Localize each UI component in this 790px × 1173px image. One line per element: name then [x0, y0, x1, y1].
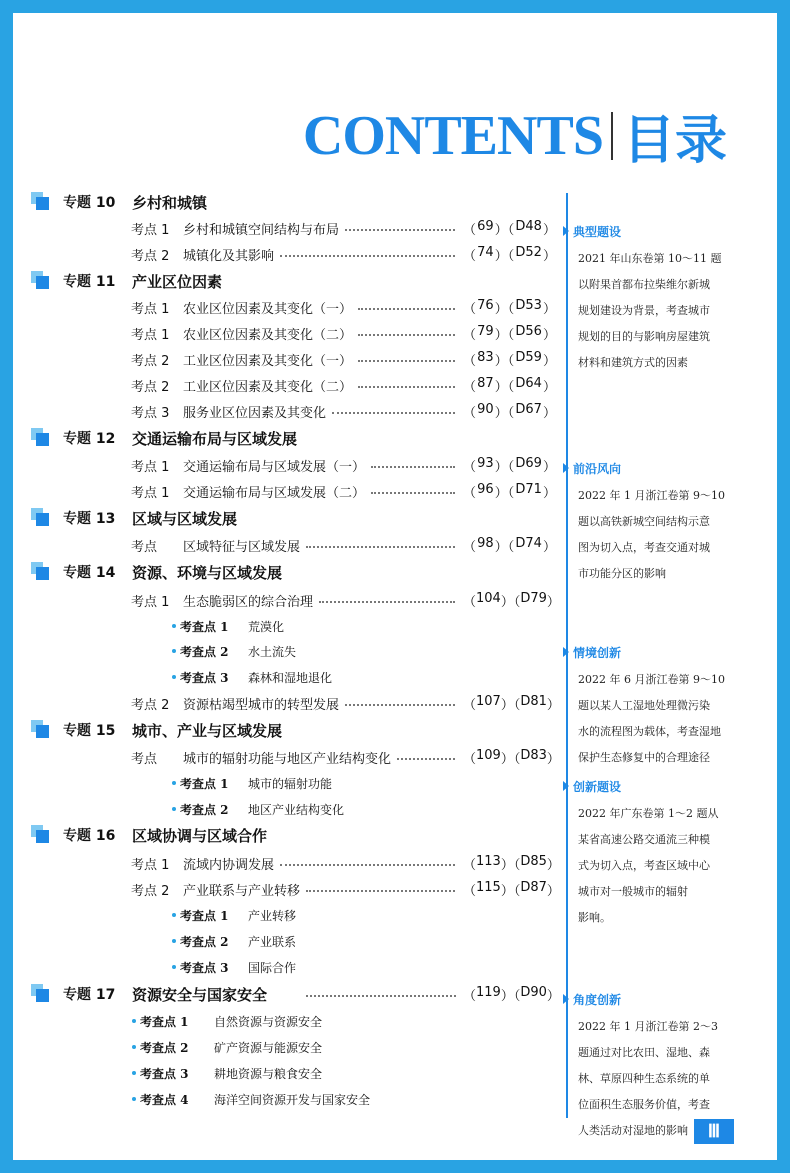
topic-square-icon — [31, 508, 49, 526]
topic-row — [0, 981, 570, 1007]
topic-row — [0, 717, 570, 743]
page-close: ） — [546, 697, 560, 713]
page-number-ref: 76 — [477, 297, 494, 313]
topic-label: 专题 12 — [63, 431, 116, 447]
topic-square-icon — [31, 984, 49, 1002]
item-title: 服务业区位因素及其变化 — [183, 405, 327, 421]
page-close: ） — [542, 539, 556, 555]
sidebar-line: 式为切入点，考查区域中心 — [578, 859, 710, 872]
page-number-ref: 115 — [476, 879, 501, 895]
page-open: （ — [463, 751, 477, 767]
page-open: （ — [463, 459, 477, 475]
sidebar-box — [568, 222, 738, 376]
page-mid: ）（ — [494, 248, 515, 264]
page-number-ref: 87 — [477, 375, 494, 391]
sidebar-line: 位面积生态服务价值，考查 — [578, 1098, 710, 1111]
page-mid: ）（ — [494, 539, 515, 555]
bullet-dot — [172, 781, 176, 785]
page-number-ref: 113 — [476, 853, 501, 869]
item-code: 考点 1 — [131, 485, 170, 501]
topic-square-icon — [31, 562, 49, 580]
toc-item — [0, 478, 570, 504]
item-code: 考点 1 — [131, 857, 170, 873]
toc-item — [0, 690, 570, 716]
page-open: （ — [463, 883, 477, 899]
sub-title: 产业转移 — [248, 908, 297, 923]
item-code: 考点 2 — [131, 697, 170, 713]
topic-square-icon — [31, 192, 49, 210]
sidebar-line: 2022 年广东卷第 1～2 题从 — [578, 807, 719, 820]
page-close: ） — [542, 222, 556, 238]
sub-item — [0, 928, 570, 954]
item-title: 农业区位因素及其变化（二） — [183, 327, 353, 343]
sub-title: 荒漠化 — [248, 619, 285, 634]
sidebar-line: 规划建设为背景，考查城市 — [578, 304, 710, 317]
page-open: （ — [463, 697, 477, 713]
topic-label: 专题 16 — [63, 828, 116, 844]
topic-label: 专题 11 — [63, 274, 116, 290]
title-separator — [611, 112, 613, 160]
page-close: ） — [542, 301, 556, 317]
sidebar-body — [578, 483, 738, 587]
answer-page-ref: D52 — [515, 244, 542, 260]
bullet-dot — [172, 965, 176, 969]
sub-code: 考查点 2 — [180, 934, 229, 949]
sub-code: 考查点 2 — [140, 1040, 189, 1055]
page-mid: ）（ — [494, 459, 515, 475]
square-front — [36, 513, 49, 526]
page-ref — [463, 298, 556, 317]
toc-item — [0, 850, 570, 876]
topic-row — [0, 559, 570, 585]
dot-leader — [306, 890, 455, 892]
sidebar-line: 图为切入点，考查交通对城 — [578, 541, 710, 554]
sidebar-heading — [563, 459, 738, 477]
topic-square-icon — [31, 428, 49, 446]
square-front — [36, 276, 49, 289]
dot-leader — [371, 466, 455, 468]
page-mid: ）（ — [494, 353, 515, 369]
topic-name: 资源安全与国家安全 — [132, 985, 268, 1004]
page-close: ） — [546, 751, 560, 767]
answer-page-ref: D56 — [515, 323, 542, 339]
title-zh: 目录 — [622, 111, 727, 171]
item-title: 工业区位因素及其变化（一） — [183, 353, 353, 369]
item-code: 考点 3 — [131, 405, 170, 421]
page-mid: ）（ — [494, 485, 515, 501]
square-front — [36, 830, 49, 843]
item-code: 考点 2 — [131, 353, 170, 369]
dot-leader — [358, 308, 455, 310]
page-number-ref: 69 — [477, 218, 494, 234]
page-number: Ⅲ — [694, 1119, 734, 1144]
topic-label: 专题 17 — [63, 987, 116, 1003]
answer-page-ref: D74 — [515, 535, 542, 551]
toc-item — [0, 587, 570, 613]
sub-title: 自然资源与资源安全 — [214, 1014, 323, 1029]
item-title: 生态脆弱区的综合治理 — [183, 594, 314, 610]
answer-page-ref: D53 — [515, 297, 542, 313]
dot-leader — [332, 412, 455, 414]
toc-item — [0, 320, 570, 346]
sidebar-heading — [563, 643, 738, 661]
sidebar-body — [578, 667, 738, 771]
sidebar-box — [568, 459, 738, 587]
sidebar-line: 城市对一般城市的辐射 — [578, 885, 688, 898]
toc-item — [0, 215, 570, 241]
page-ref — [463, 693, 560, 713]
sidebar-line: 水的流程图为载体，考查湿地 — [578, 725, 721, 738]
sidebar-heading-text: 前沿风向 — [573, 461, 622, 476]
dot-leader — [345, 229, 455, 231]
toc-item — [0, 294, 570, 320]
page-ref — [463, 350, 556, 369]
sidebar-line: 2021 年山东卷第 10～11 题 — [578, 252, 722, 265]
page-mid: ）（ — [500, 697, 521, 713]
page-close: ） — [542, 459, 556, 475]
sidebar-box — [568, 643, 738, 771]
answer-page-ref: D81 — [520, 693, 547, 709]
toc-item — [0, 398, 570, 424]
dot-leader — [306, 995, 456, 997]
item-title: 资源枯竭型城市的转型发展 — [183, 697, 340, 713]
sidebar-line: 保护生态修复中的合理途径 — [578, 751, 710, 764]
bullet-dot — [132, 1097, 136, 1101]
topic-label: 专题 14 — [63, 565, 116, 581]
answer-page-ref: D59 — [515, 349, 542, 365]
page-mid: ）（ — [494, 301, 515, 317]
page-ref — [463, 536, 556, 555]
topic-row — [0, 425, 570, 451]
sidebar-box — [568, 777, 738, 931]
sub-item — [0, 1060, 570, 1086]
topic-name: 交通运输布局与区域发展 — [132, 429, 298, 448]
triangle-icon — [563, 226, 569, 236]
item-title: 交通运输布局与区域发展（一） — [183, 459, 366, 475]
square-front — [36, 567, 49, 580]
item-code: 考点 1 — [131, 327, 170, 343]
topic-name: 产业区位因素 — [132, 272, 223, 291]
sidebar-line: 2022 年 6 月浙江卷第 9～10 — [578, 673, 725, 686]
answer-page-ref: D67 — [515, 401, 542, 417]
sidebar-line: 以附果首都布拉柴维尔新城 — [578, 278, 710, 291]
dot-leader — [358, 386, 455, 388]
dot-leader — [280, 864, 455, 866]
sub-item — [0, 902, 570, 928]
sub-title: 海洋空间资源开发与国家安全 — [214, 1092, 371, 1107]
page-mid: ）（ — [500, 988, 521, 1004]
topic-square-icon — [31, 720, 49, 738]
bullet-dot — [132, 1045, 136, 1049]
dot-leader — [358, 360, 455, 362]
page-mid: ）（ — [494, 405, 515, 421]
sidebar-line: 市功能分区的影响 — [578, 567, 666, 580]
answer-page-ref: D90 — [520, 984, 547, 1000]
page-number-ref: 79 — [477, 323, 494, 339]
item-title: 农业区位因素及其变化（一） — [183, 301, 353, 317]
page-mid: ）（ — [494, 327, 515, 343]
item-code: 考点 2 — [131, 379, 170, 395]
page-open: （ — [463, 353, 477, 369]
square-front — [36, 197, 49, 210]
dot-leader — [280, 255, 455, 257]
sidebar-heading-text: 情境创新 — [573, 645, 622, 660]
page-mid: ）（ — [494, 222, 515, 238]
topic-label: 专题 15 — [63, 723, 116, 739]
page-close: ） — [542, 485, 556, 501]
page-ref — [463, 324, 556, 343]
sub-code: 考查点 2 — [180, 802, 229, 817]
page-close: ） — [542, 327, 556, 343]
page-ref — [463, 747, 560, 767]
topic-square-icon — [31, 271, 49, 289]
sidebar-line: 2022 年 1 月浙江卷第 2～3 — [578, 1020, 718, 1033]
item-code: 考点 2 — [131, 248, 170, 264]
page-mid: ）（ — [500, 751, 521, 767]
page-open: （ — [463, 857, 477, 873]
triangle-icon — [563, 463, 569, 473]
answer-page-ref: D48 — [515, 218, 542, 234]
bullet-dot — [172, 807, 176, 811]
page-open: （ — [463, 379, 477, 395]
bullet-dot — [172, 624, 176, 628]
sub-code: 考查点 4 — [140, 1092, 189, 1107]
triangle-icon — [563, 994, 569, 1004]
page-number-ref: 119 — [476, 984, 501, 1000]
square-front — [36, 989, 49, 1002]
answer-page-ref: D79 — [520, 590, 547, 606]
page-mid: ）（ — [500, 594, 521, 610]
sidebar-line: 规划的目的与影响房屋建筑 — [578, 330, 710, 343]
toc-item — [0, 241, 570, 267]
sub-item — [0, 1008, 570, 1034]
page-close: ） — [542, 405, 556, 421]
topic-name: 区域与区域发展 — [132, 509, 238, 528]
topic-name: 城市、产业与区域发展 — [132, 721, 283, 740]
page-number-ref: 107 — [476, 693, 501, 709]
topic-name: 资源、环境与区域发展 — [132, 563, 283, 582]
sub-title: 产业联系 — [248, 934, 297, 949]
item-title: 产业联系与产业转移 — [183, 883, 301, 899]
item-title: 流域内协调发展 — [183, 857, 275, 873]
answer-page-ref: D83 — [520, 747, 547, 763]
sidebar-heading-text: 角度创新 — [573, 992, 622, 1007]
page-ref — [463, 402, 556, 421]
item-code: 考点 2 — [131, 883, 170, 899]
item-title: 工业区位因素及其变化（二） — [183, 379, 353, 395]
dot-leader — [306, 546, 455, 548]
page-ref — [463, 984, 560, 1004]
item-code: 考点 — [131, 751, 158, 767]
item-code: 考点 1 — [131, 459, 170, 475]
sub-title: 国际合作 — [248, 960, 297, 975]
page-open: （ — [463, 988, 477, 1004]
sub-item — [0, 796, 570, 822]
topic-name: 乡村和城镇 — [132, 193, 208, 212]
sidebar-body — [578, 246, 738, 376]
dot-leader — [397, 758, 455, 760]
page-close: ） — [546, 988, 560, 1004]
page-close: ） — [546, 883, 560, 899]
sidebar-heading — [563, 222, 738, 240]
bullet-dot — [132, 1071, 136, 1075]
item-title: 乡村和城镇空间结构与布局 — [183, 222, 340, 238]
sidebar-line: 人类活动对湿地的影响 — [578, 1124, 688, 1137]
item-code: 考点 1 — [131, 594, 170, 610]
dot-leader — [358, 334, 455, 336]
page-open: （ — [463, 405, 477, 421]
bullet-dot — [172, 939, 176, 943]
dot-leader — [319, 601, 455, 603]
topic-row — [0, 268, 570, 294]
toc-item — [0, 532, 570, 558]
item-title: 区域特征与区域发展 — [183, 539, 301, 555]
page-ref — [463, 245, 556, 264]
answer-page-ref: D64 — [515, 375, 542, 391]
page-ref — [463, 482, 556, 501]
item-code: 考点 1 — [131, 222, 170, 238]
toc-item — [0, 346, 570, 372]
sidebar-body — [578, 801, 738, 931]
sidebar-heading-text: 创新题设 — [573, 779, 622, 794]
sub-item — [0, 638, 570, 664]
bullet-dot — [172, 649, 176, 653]
sub-code: 考查点 2 — [180, 644, 229, 659]
page-ref — [463, 219, 556, 238]
sub-title: 矿产资源与能源安全 — [214, 1040, 323, 1055]
item-code: 考点 — [131, 539, 158, 555]
page-ref — [463, 590, 560, 610]
page-number-ref: 96 — [477, 481, 494, 497]
sub-code: 考查点 1 — [180, 908, 229, 923]
topic-square-icon — [31, 825, 49, 843]
sub-item — [0, 664, 570, 690]
page-mid: ）（ — [494, 379, 515, 395]
sub-title: 城市的辐射功能 — [248, 776, 333, 791]
square-front — [36, 433, 49, 446]
page-ref — [463, 853, 560, 873]
toc-item — [0, 876, 570, 902]
page-number-ref: 83 — [477, 349, 494, 365]
page-ref — [463, 456, 556, 475]
sidebar-line: 林、草原四种生态系统的单 — [578, 1072, 710, 1085]
triangle-icon — [563, 647, 569, 657]
page-number-ref: 93 — [477, 455, 494, 471]
page-ref — [463, 879, 560, 899]
page-open: （ — [463, 327, 477, 343]
item-title: 城镇化及其影响 — [183, 248, 275, 264]
page-close: ） — [542, 248, 556, 264]
page-close: ） — [542, 353, 556, 369]
answer-page-ref: D85 — [520, 853, 547, 869]
dot-leader — [371, 492, 455, 494]
sub-item — [0, 1034, 570, 1060]
sub-code: 考查点 1 — [140, 1014, 189, 1029]
page-number-ref: 109 — [476, 747, 501, 763]
answer-page-ref: D87 — [520, 879, 547, 895]
sub-item — [0, 770, 570, 796]
sidebar-line: 题以高铁新城空间结构示意 — [578, 515, 710, 528]
page-close: ） — [546, 594, 560, 610]
page-close: ） — [542, 379, 556, 395]
sub-code: 考查点 3 — [140, 1066, 189, 1081]
sub-code: 考查点 3 — [180, 960, 229, 975]
page-open: （ — [463, 539, 477, 555]
sub-item — [0, 1086, 570, 1112]
page-mid: ）（ — [500, 883, 521, 899]
topic-name: 区域协调与区域合作 — [132, 826, 268, 845]
page-open: （ — [463, 301, 477, 317]
toc-item — [0, 372, 570, 398]
page-ref — [463, 376, 556, 395]
page-open: （ — [463, 222, 477, 238]
toc-item — [0, 452, 570, 478]
page-number-ref: 90 — [477, 401, 494, 417]
answer-page-ref: D71 — [515, 481, 542, 497]
page-mid: ）（ — [500, 857, 521, 873]
sidebar-line: 影响。 — [578, 911, 611, 924]
sub-item — [0, 613, 570, 639]
bullet-dot — [172, 913, 176, 917]
sub-title: 地区产业结构变化 — [248, 802, 345, 817]
sidebar-heading — [563, 777, 738, 795]
bullet-dot — [132, 1019, 136, 1023]
item-title: 交通运输布局与区域发展（二） — [183, 485, 366, 501]
page-open: （ — [463, 248, 477, 264]
page-number-ref: 98 — [477, 535, 494, 551]
sidebar-line: 题以某人工湿地处理微污染 — [578, 699, 710, 712]
page-open: （ — [463, 485, 477, 501]
triangle-icon — [563, 781, 569, 791]
topic-row — [0, 505, 570, 531]
topic-row — [0, 822, 570, 848]
sidebar-line: 材料和建筑方式的因素 — [578, 356, 688, 369]
page-open: （ — [463, 594, 477, 610]
topic-label: 专题 13 — [63, 511, 116, 527]
page-number-ref: 104 — [476, 590, 501, 606]
topic-row — [0, 189, 570, 215]
page-number-ref: 74 — [477, 244, 494, 260]
sidebar-line: 题通过对比农田、湿地、森 — [578, 1046, 710, 1059]
page-close: ） — [546, 857, 560, 873]
item-code: 考点 1 — [131, 301, 170, 317]
sub-title: 森林和湿地退化 — [248, 670, 333, 685]
sub-item — [0, 954, 570, 980]
sub-code: 考查点 1 — [180, 776, 229, 791]
answer-page-ref: D69 — [515, 455, 542, 471]
bullet-dot — [172, 675, 176, 679]
sub-title: 耕地资源与粮食安全 — [214, 1066, 323, 1081]
sub-code: 考查点 3 — [180, 670, 229, 685]
sidebar-heading-text: 典型题设 — [573, 224, 622, 239]
sub-code: 考查点 1 — [180, 619, 229, 634]
sidebar-line: 某省高速公路交通流三种模 — [578, 833, 710, 846]
sidebar-heading — [563, 990, 738, 1008]
square-front — [36, 725, 49, 738]
sub-title: 水土流失 — [248, 644, 297, 659]
title-en: CONTENTS — [302, 104, 603, 167]
topic-label: 专题 10 — [63, 195, 116, 211]
sidebar-line: 2022 年 1 月浙江卷第 9～10 — [578, 489, 725, 502]
dot-leader — [345, 704, 455, 706]
item-title: 城市的辐射功能与地区产业结构变化 — [183, 751, 392, 767]
toc-item — [0, 744, 570, 770]
